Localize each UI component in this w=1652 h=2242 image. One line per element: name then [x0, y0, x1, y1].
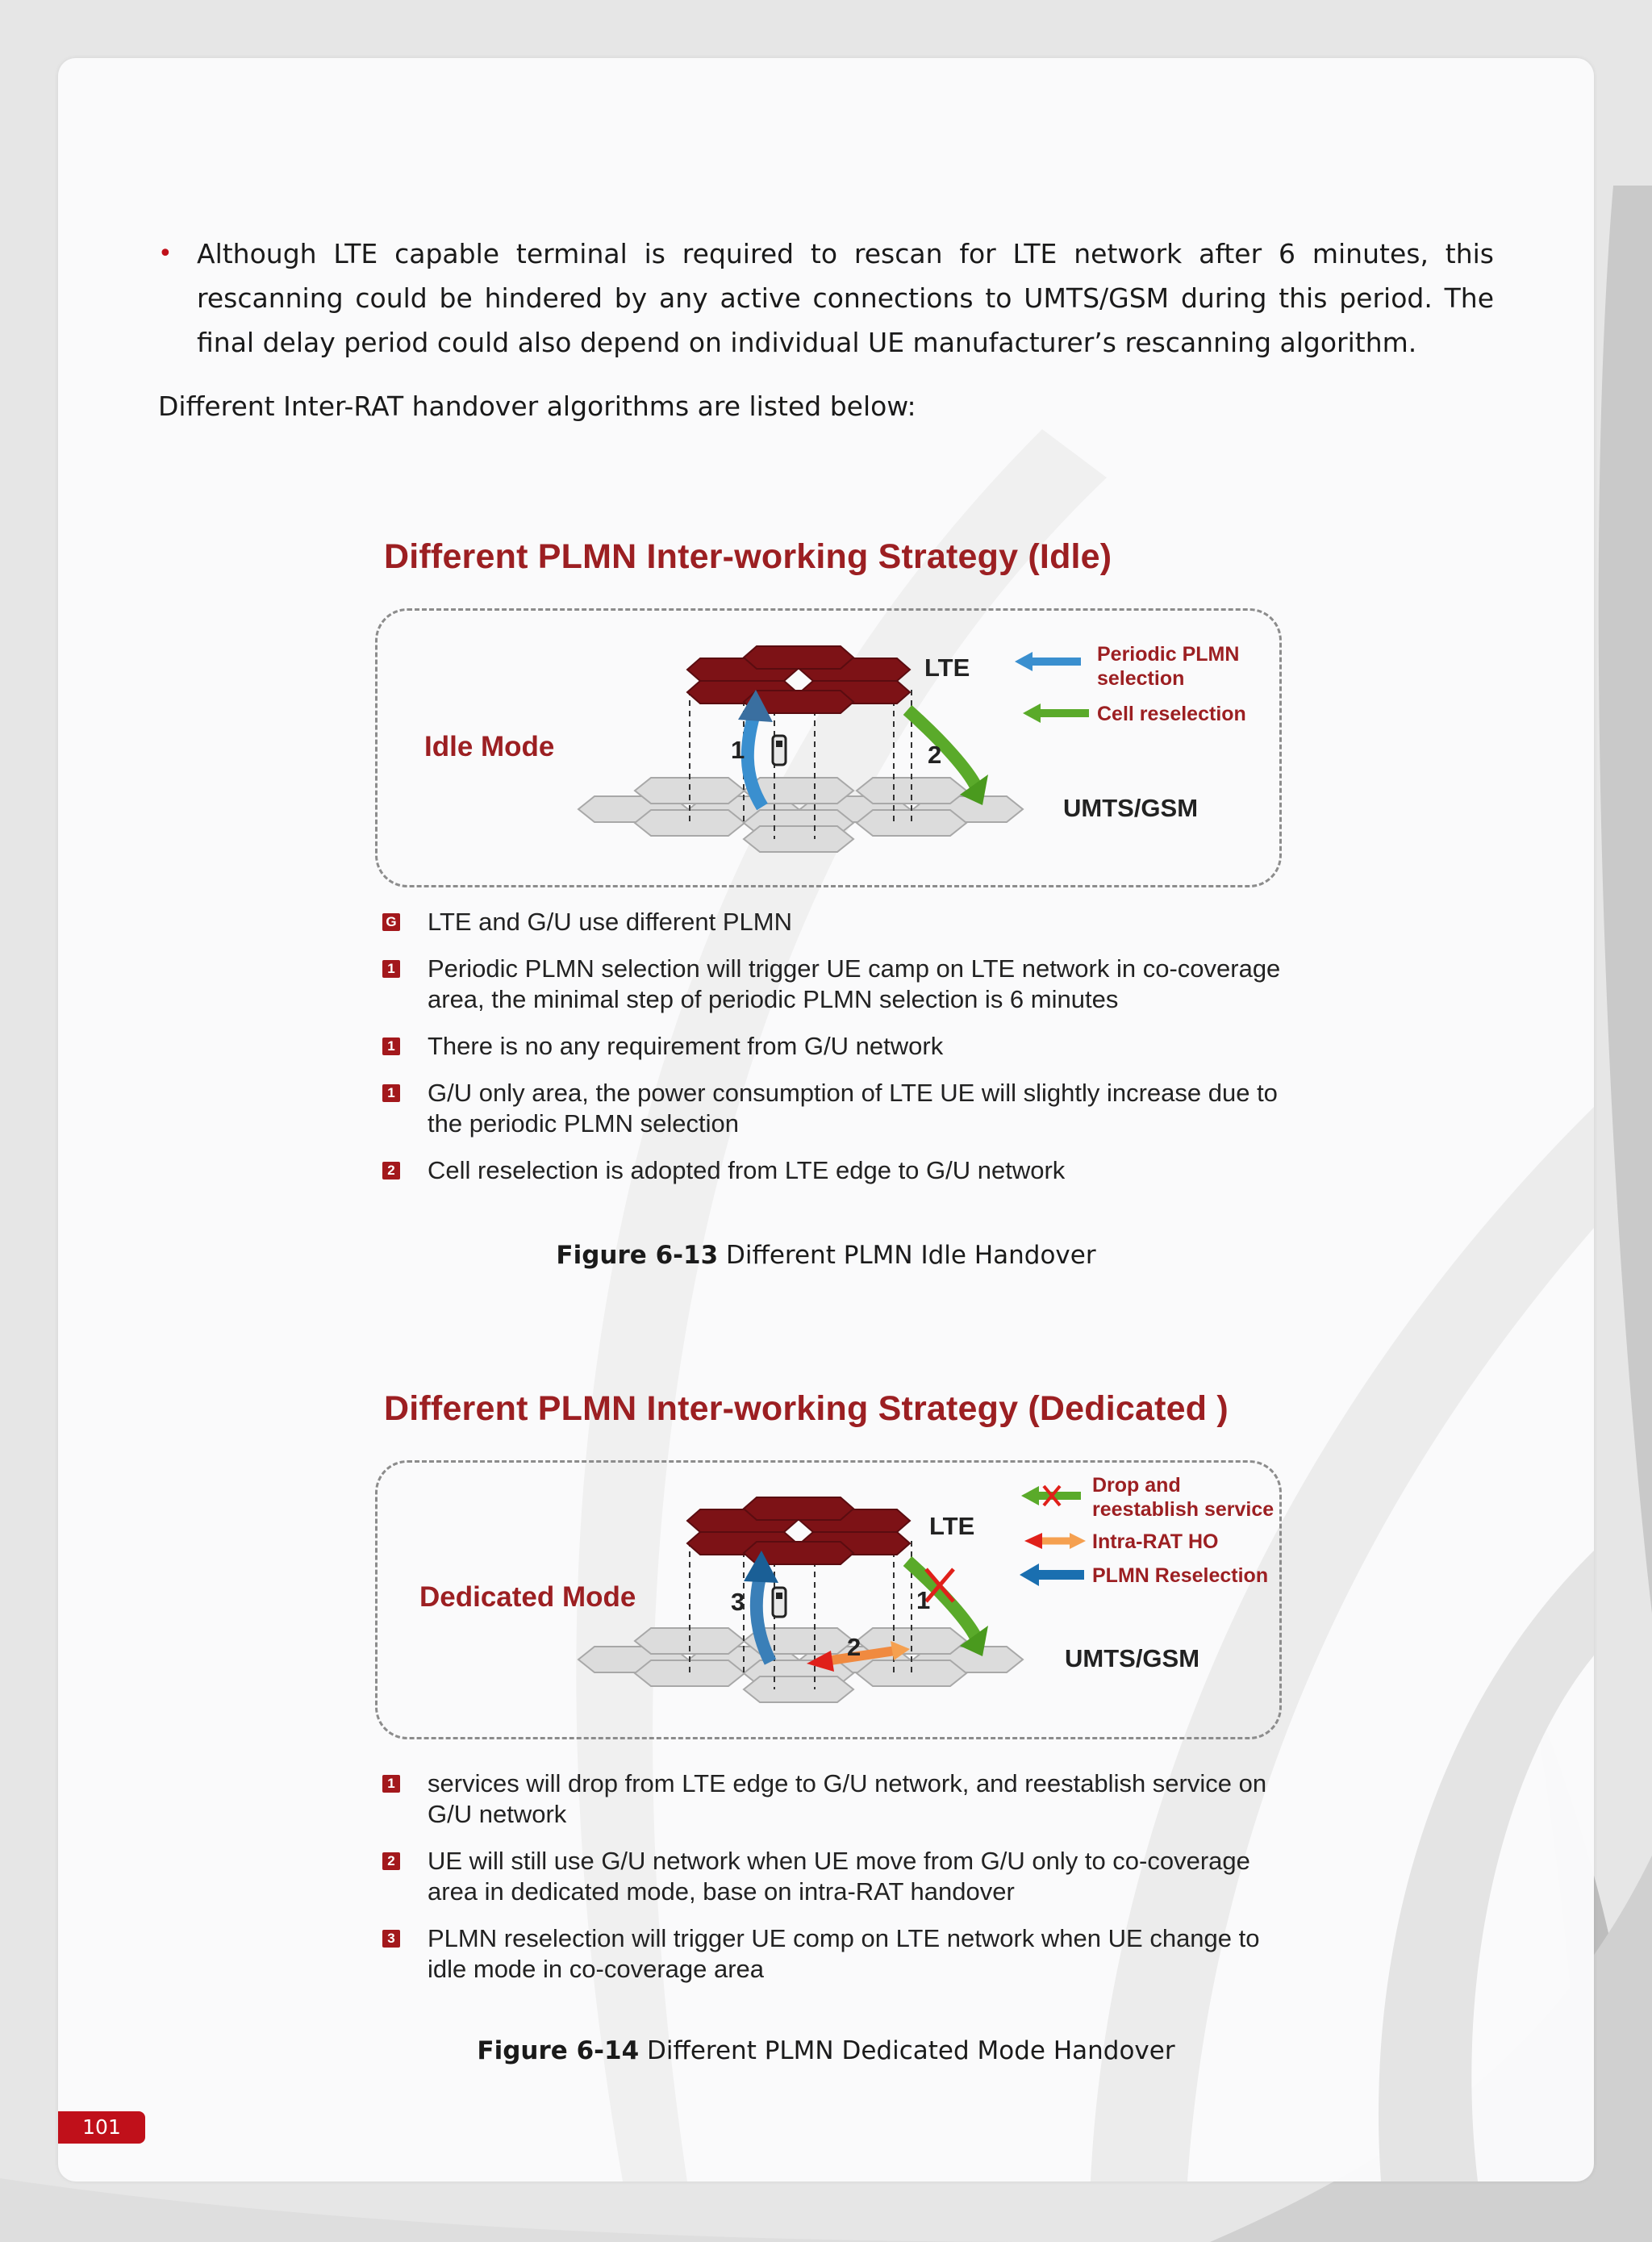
lte-cell — [744, 1497, 853, 1520]
note-item: 1 Periodic PLMN selection will trigger UE camp on LTE network in co-coverage area, the minimal step of periodic PLMN selection is 6 minutes — [382, 954, 1294, 1015]
phone-icon — [773, 1588, 786, 1617]
note-item: 3 PLMN reselection will trigger UE comp on LTE network when UE change to idle mode in co-coverage area — [382, 1923, 1294, 1985]
intro-paragraph: Different Inter-RAT handover algorithms are listed below: — [158, 390, 916, 422]
figure1-step-1: 1 — [731, 736, 745, 764]
figure2-umts-label: UMTS/GSM — [1065, 1644, 1200, 1672]
umts-cell — [744, 1676, 853, 1702]
figure2-mode-label: Dedicated Mode — [419, 1581, 636, 1613]
figure1-mode-label: Idle Mode — [424, 731, 555, 762]
note-item: 1 services will drop from LTE edge to G/U network, and reestablish service on G/U network — [382, 1768, 1294, 1830]
figure1-caption: Figure 6-13 Different PLMN Idle Handover — [556, 1241, 1096, 1270]
figure1-title: Different PLMN Inter-working Strategy (Idle) — [384, 537, 1112, 576]
figure1-lte-label: LTE — [924, 653, 970, 682]
figure2-caption: Figure 6-14 Different PLMN Dedicated Mode Handover — [477, 2036, 1175, 2065]
page-number: 101 — [58, 2111, 145, 2144]
figure2-legend-intra-rat: Intra-RAT HO — [1092, 1530, 1219, 1553]
note-item: 1 G/U only area, the power consumption of LTE UE will slightly increase due to the periodic PLMN selection — [382, 1078, 1294, 1139]
note-item: 1 There is no any requirement from G/U network — [382, 1031, 1294, 1062]
bullet-dot: • — [158, 240, 173, 268]
note-item: 2 UE will still use G/U network when UE move from G/U only to co-coverage area in dedicated mode, base on intra-RAT handover — [382, 1846, 1294, 1907]
figure1-step-2: 2 — [928, 741, 942, 769]
figure2-title: Different PLMN Inter-working Strategy (Dedicated ) — [384, 1389, 1229, 1428]
figure2-legend-drop: Drop and reestablish service — [1092, 1474, 1274, 1521]
arrow-plmn-reselection — [757, 1577, 770, 1662]
figure2-legend-plmn-reselection: PLMN Reselection — [1092, 1564, 1269, 1587]
figure2-step-2: 2 — [847, 1633, 861, 1661]
figure1-legend-periodic: Periodic PLMN selection — [1097, 643, 1240, 690]
note-item: 2 Cell reselection is adopted from LTE edge to G/U network — [382, 1155, 1294, 1186]
figure2-notes — [382, 1768, 1294, 2001]
figure2-step-3: 3 — [731, 1588, 745, 1616]
figure1-umts-label: UMTS/GSM — [1063, 794, 1199, 822]
figure2-step-1: 1 — [916, 1586, 931, 1614]
figure1-legend-reselection: Cell reselection — [1097, 703, 1246, 725]
note-item: G LTE and G/U use different PLMN — [382, 907, 1294, 937]
bullet-text: Although LTE capable terminal is required to rescan for LTE network after 6 minutes, this rescanning could be hindered by any active connections to UMTS/GSM during this period. The final delay period could also depend on individual UE manufacturer’s rescanning algorithm. — [197, 238, 1494, 358]
figure2-lte-label: LTE — [929, 1512, 975, 1540]
